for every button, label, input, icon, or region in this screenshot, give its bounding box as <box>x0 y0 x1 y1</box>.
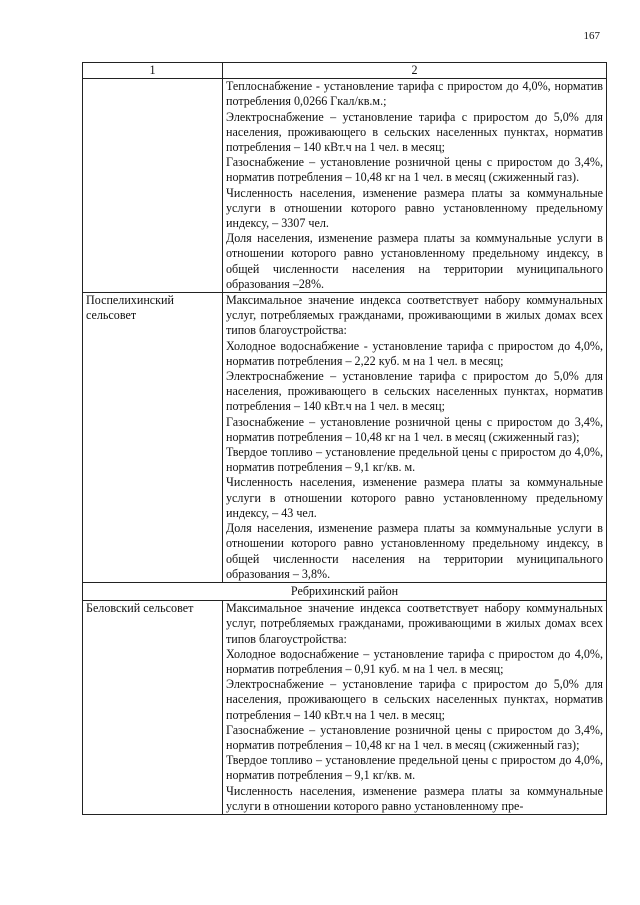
tariff-description <box>223 79 607 293</box>
paragraph: Холодное водоснабжение – установление тарифа с приростом до 4,0%, норматив потребления – 0,91 куб. м на 1 чел. в месяц; <box>226 646 603 676</box>
paragraph: Газоснабжение – установление розничной цены с приростом до 3,4%, норматив потребления – 10,48 кг на 1 чел. в месяц (сжиженный газ). <box>226 155 603 185</box>
table-row <box>83 293 607 583</box>
tariff-description <box>223 293 607 583</box>
paragraph: Численность населения, изменение размера платы за коммунальные услуги в отношении которого равно установленному пре- <box>226 783 603 813</box>
municipality-name: Поспелихинский сельсовет <box>83 293 223 583</box>
municipality-name: Беловский сельсовет <box>83 601 223 815</box>
paragraph: Максимальное значение индекса соответствует набору коммунальных услуг, потребляемых гражданами, проживающими в жилых домах всех типов благоустройства: <box>226 601 603 646</box>
paragraph: Газоснабжение – установление розничной цены с приростом до 3,4%, норматив потребления – 10,48 кг на 1 чел. в месяц (сжиженный газ); <box>226 414 603 444</box>
paragraph: Численность населения, изменение размера платы за коммунальные услуги в отношении которого равно установленному предельному индексу, – 43 чел. <box>226 475 603 520</box>
page-number: 167 <box>583 30 600 42</box>
tariff-table <box>82 62 607 815</box>
column-header-2: 2 <box>223 63 607 79</box>
column-header-1: 1 <box>83 63 223 79</box>
paragraph: Газоснабжение – установление розничной цены с приростом до 3,4%, норматив потребления – 10,48 кг на 1 чел. в месяц (сжиженный газ); <box>226 722 603 752</box>
tariff-description <box>223 601 607 815</box>
paragraph: Теплоснабжение - установление тарифа с приростом до 4,0%, норматив потребления 0,0266 Гкал/кв.м.; <box>226 79 603 109</box>
paragraph: Электроснабжение – установление тарифа с приростом до 5,0% для населения, проживающего в сельских населенных пунктах, норматив потребления – 140 кВт.ч на 1 чел. в месяц; <box>226 677 603 722</box>
paragraph: Доля населения, изменение размера платы за коммунальные услуги в отношении которого равно установленному предельному индексу, в общей численности населения на территории муниципального образования – 3,8%. <box>226 521 603 581</box>
table-row <box>83 601 607 815</box>
table-header-row <box>83 63 607 79</box>
paragraph: Электроснабжение – установление тарифа с приростом до 5,0% для населения, проживающего в сельских населенных пунктах, норматив потребления – 140 кВт.ч на 1 чел. в месяц; <box>226 109 603 155</box>
table-row <box>83 79 607 293</box>
paragraph: Численность населения, изменение размера платы за коммунальные услуги в отношении которого равно установленному предельному индексу, – 3307 чел. <box>226 185 603 231</box>
municipality-name <box>83 79 223 293</box>
paragraph: Твердое топливо – установление предельной цены с приростом до 4,0%, норматив потребления – 9,1 кг/кв. м. <box>226 753 603 783</box>
region-name: Ребрихинский район <box>83 582 607 600</box>
paragraph: Доля населения, изменение размера платы за коммунальные услуги в отношении которого равно установленному предельному индексу, в общей численности населения на территории муниципального образования –28%. <box>226 231 603 291</box>
paragraph: Электроснабжение – установление тарифа с приростом до 5,0% для населения, проживающего в сельских населенных пунктах, норматив потребления – 140 кВт.ч на 1 чел. в месяц; <box>226 369 603 414</box>
paragraph: Холодное водоснабжение - установление тарифа с приростом до 4,0%, норматив потребления – 2,22 куб. м на 1 чел. в месяц; <box>226 338 603 368</box>
paragraph: Максимальное значение индекса соответствует набору коммунальных услуг, потребляемых гражданами, проживающими в жилых домах всех типов благоустройства: <box>226 293 603 338</box>
paragraph: Твердое топливо – установление предельной цены с приростом до 4,0%, норматив потребления – 9,1 кг/кв. м. <box>226 445 603 475</box>
region-row <box>83 582 607 600</box>
